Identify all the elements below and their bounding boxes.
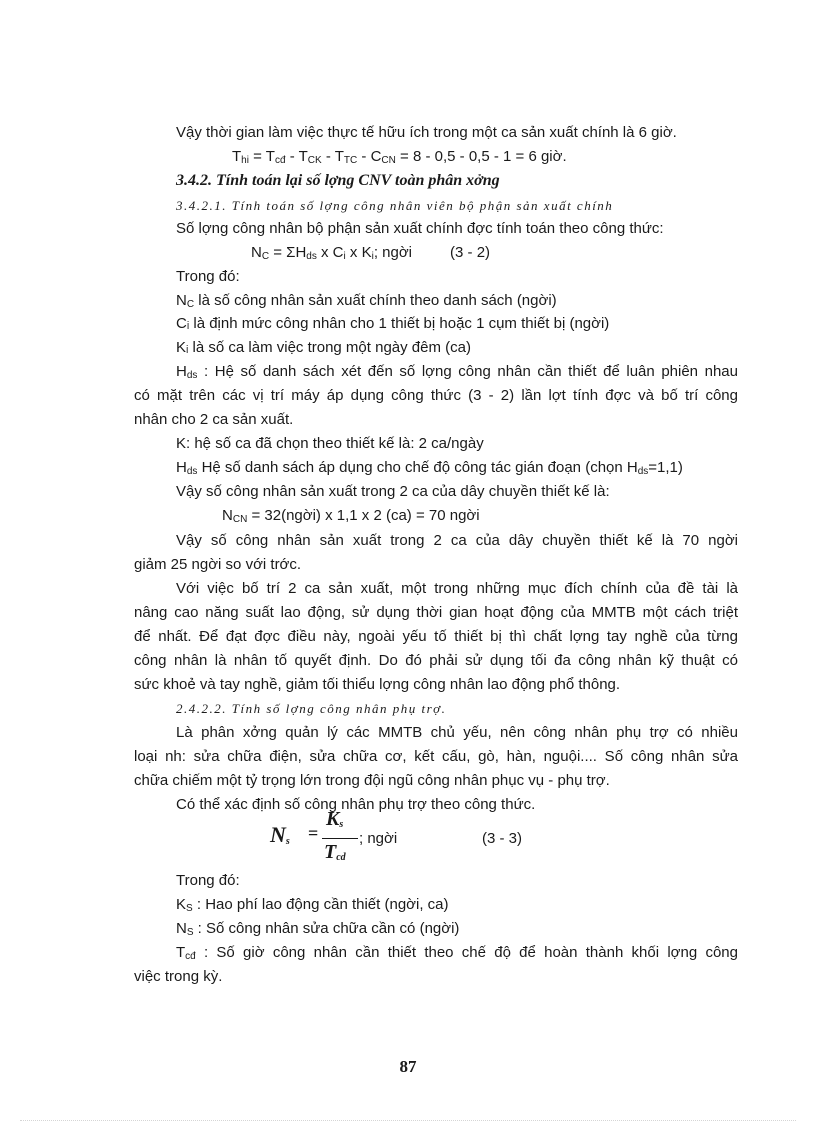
paragraph-line: chữa chiếm một tỷ trọng lớn trong đội ngũ công nhân phục vụ - phụ trợ. (134, 772, 610, 789)
fraction-bar (322, 838, 358, 839)
definition-line: $N_S$ : Số công nhân sửa chữa cần có (ngời) (176, 920, 460, 938)
definition-line: Cᵢ là định mức công nhân cho 1 thiết bị hoặc 1 cụm thiết bị (ngời) (176, 315, 610, 332)
definition-line: K: hệ số ca đã chọn theo thiết kế là: 2 ca/ngày (176, 435, 484, 452)
paragraph-line: Vậy thời gian làm việc thực tế hữu ích trong một ca sản xuất chính là 6 giờ. (176, 124, 677, 141)
where-label: Trong đó: (176, 872, 240, 889)
definition-line: $N_C$ là số công nhân sản xuất chính theo danh sách (ngời) (176, 292, 557, 310)
paragraph-line: Với việc bố trí 2 ca sản xuất, một trong những mục đích chính của đề tài là (176, 580, 738, 597)
definition-line: $T_{cđ}$ : Số giờ công nhân cần thiết theo chế độ để hoàn thành khối lợng công (176, 944, 738, 962)
paragraph-line: nhân cho 2 ca sản xuất. (134, 411, 294, 428)
paragraph-line: giảm 25 ngời so với trớc. (134, 556, 302, 573)
definition-line: Kᵢ là số ca làm việc trong một ngày đêm (ca) (176, 339, 471, 356)
paragraph-line: loại nh: sửa chữa điện, sửa chữa cơ, kết cấu, gò, hàn, nguội.... Số công nhân sửa (134, 748, 738, 765)
page-bottom-divider (20, 1120, 796, 1121)
section-heading: 3.4.2. Tính toán lại số lợng CNV toàn phân xởng (176, 172, 500, 189)
definition-line: $H_{ds}$ Hệ số danh sách áp dụng cho chế độ công tác gián đoạn (chọn $H_{ds}=1,1$) (176, 459, 683, 477)
formula-thi: $T_{hi} = T_{cđ} - T_{CK} - T_{TC} - C_{CN} = 8 - 0,5 - 0,5 - 1 = 6$ giờ. (232, 148, 567, 166)
paragraph-line: nâng cao năng suất lao động, sử dụng thời gian hoạt động của MMTB một cách triệt (134, 604, 738, 621)
paragraph-line: Vậy số công nhân sản xuất trong 2 ca của dây chuyền thiết kế là: (176, 483, 610, 500)
where-label: Trong đó: (176, 268, 240, 285)
subsection-heading: 3.4.2.1. Tính toán số lợng công nhân viên bộ phận sản xuất chính (176, 198, 614, 213)
definition-line: $K_S$ : Hao phí lao động cần thiết (ngời, ca) (176, 896, 449, 914)
formula-tag: (3 - 3) (482, 830, 523, 847)
definition-line: $H_{ds}$ : Hệ số danh sách xét đến số lợng công nhân cần thiết để luân phiên nhau (176, 363, 738, 381)
formula-unit: ; ngời (359, 830, 398, 847)
paragraph-line: Vậy số công nhân sản xuất trong 2 ca của dây chuyền thiết kế là 70 ngời (176, 532, 738, 549)
paragraph-line: Là phân xởng quản lý các MMTB chủ yếu, nên công nhân phụ trợ có nhiều (176, 724, 738, 741)
paragraph-line: sức khoẻ và tay nghề, giảm tối thiểu lợng công nhân lao động phổ thông. (134, 676, 621, 693)
paragraph-line: việc trong kỳ. (134, 968, 223, 985)
subsection-heading: 2.4.2.2. Tính số lợng công nhân phụ trợ. (176, 701, 447, 716)
paragraph-line: Có thể xác định số công nhân phụ trợ theo công thức. (176, 796, 536, 813)
formula-nc: $N_C = \Sigma H_{ds}$ x $C_i$ x $K_i$; ngời (3 - 2) (251, 244, 491, 262)
page-number: 87 (399, 1057, 417, 1076)
paragraph-line: Số lợng công nhân bộ phận sản xuất chính đợc tính toán theo công thức: (176, 220, 664, 237)
formula-ncn: $N_{CN}$ = 32(ngời) x 1,1 x 2 (ca) = 70 ngời (222, 507, 480, 525)
formula-ns: $N_s$ = $K_s$ $T_{cd}$ (270, 808, 360, 864)
paragraph-line: công nhân là nhân tố quyết định. Do đó phải sử dụng tối đa công nhân kỹ thuật có (134, 652, 738, 669)
paragraph-line: để nhất. Để đạt đợc điều này, ngoài yếu tố thiết bị thì chất lợng tay nghề của từng (134, 628, 738, 645)
paragraph-line: có mặt trên các vị trí máy áp dụng công thức (3 - 2) lần lợt tính đợc và bố trí công (134, 387, 738, 404)
